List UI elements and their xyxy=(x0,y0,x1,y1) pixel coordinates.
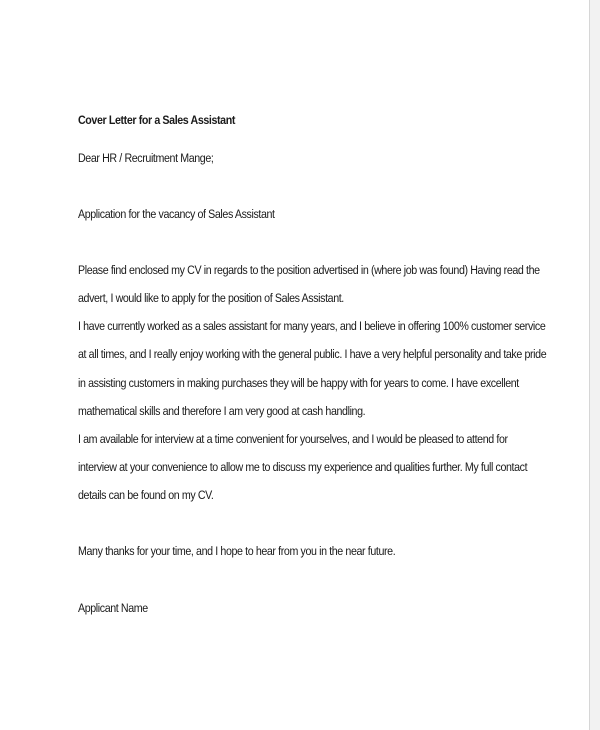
body-line: advert, I would like to apply for the position of Sales Assistant. xyxy=(78,291,344,305)
letter-subject: Application for the vacancy of Sales Assistant xyxy=(78,207,275,221)
body-line: interview at your convenience to allow me to discuss my experience and qualities further. My full contact xyxy=(78,460,528,474)
letter-signature: Applicant Name xyxy=(78,601,148,615)
body-line: I am available for interview at a time convenient for yourselves, and I would be pleased to attend for xyxy=(78,432,508,446)
letter-closing: Many thanks for your time, and I hope to hear from you in the near future. xyxy=(78,544,396,558)
body-line: details can be found on my CV. xyxy=(78,488,214,502)
body-line: in assisting customers in making purchases they will be happy with for years to come. I have excellent xyxy=(78,376,519,390)
body-line: I have currently worked as a sales assistant for many years, and I believe in offering 100% customer service xyxy=(78,319,546,333)
letter-title: Cover Letter for a Sales Assistant xyxy=(78,113,236,127)
body-line: at all times, and I really enjoy working with the general public. I have a very helpful personality and take pride xyxy=(78,347,547,361)
body-line: Please find enclosed my CV in regards to the position advertised in (where job was found) Having read the xyxy=(78,263,540,277)
letter-salutation: Dear HR / Recruitment Mange; xyxy=(78,151,214,165)
body-line: mathematical skills and therefore I am very good at cash handling. xyxy=(78,404,366,418)
viewer-gutter xyxy=(590,0,600,730)
